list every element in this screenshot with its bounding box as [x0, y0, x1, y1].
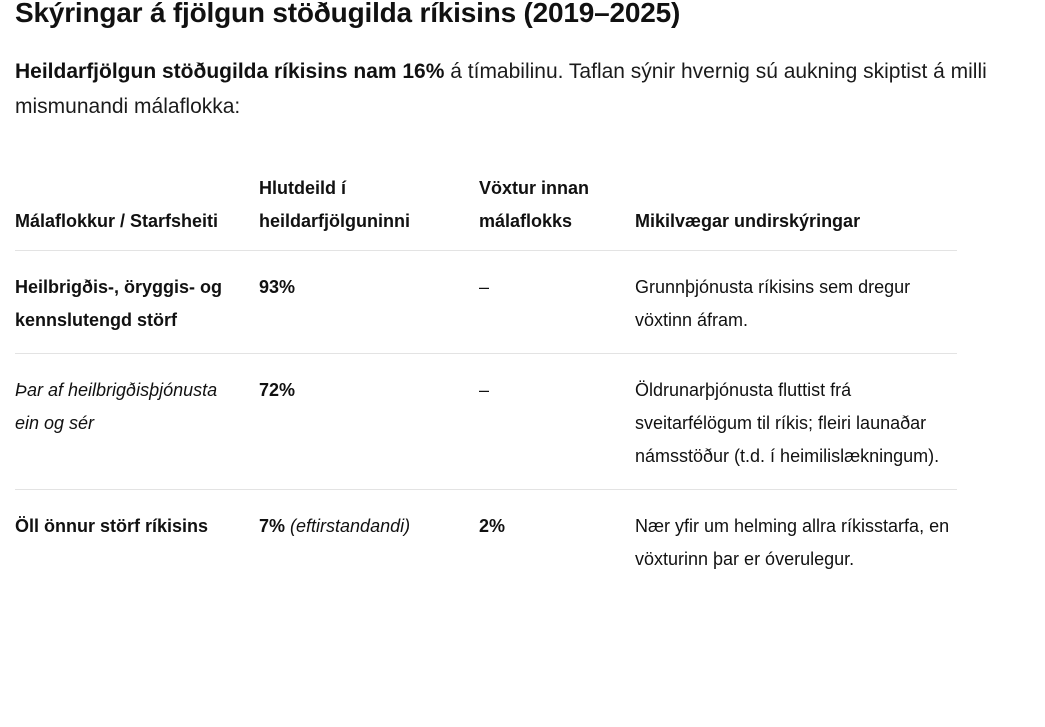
table-row: [15, 490, 957, 593]
cell-growth: [479, 354, 635, 490]
cell-note: Nær yfir um helming allra ríkisstarfa, en vöxturinn þar er óverulegur.: [635, 516, 950, 569]
cell-category: Öll önnur störf ríkisins: [15, 516, 209, 536]
cell-growth: [479, 251, 635, 354]
cell-share: [259, 490, 479, 593]
cell-category: Heilbrigðis-, öryggis- og kennslutengd störf: [15, 251, 259, 354]
intro-bold-text: Heildarfjölgun stöðugilda ríkisins nam 16%: [15, 60, 445, 83]
header-category: Málaflokkur / Starfsheiti: [15, 172, 259, 251]
header-notes: Mikilvægar undirskýringar: [635, 172, 957, 251]
cell-share: [259, 251, 479, 354]
table-header-row: [15, 172, 957, 251]
table-row: [15, 251, 957, 354]
growth-value: –: [479, 277, 490, 297]
page-title: Skýringar á fjölgun stöðugilda ríkisins (2019–2025): [15, 0, 681, 28]
share-note: (eftirstandandi): [290, 516, 411, 536]
cell-share: [259, 354, 479, 490]
cell-growth: [479, 490, 635, 593]
cell-note: Grunnþjónusta ríkisins sem dregur vöxtinn áfram.: [635, 251, 957, 354]
cell-note: Öldrunarþjónusta fluttist frá sveitarfélögum til ríkis; fleiri launaðar námsstöður (t.d. í heimilislækningum).: [635, 354, 957, 490]
share-value: 7%: [259, 516, 286, 536]
breakdown-table: [15, 172, 957, 592]
growth-value: –: [479, 380, 490, 400]
share-value: 72%: [259, 380, 296, 400]
cell-category: Þar af heilbrigðisþjónusta ein og sér: [15, 354, 259, 490]
table-row: [15, 354, 957, 490]
intro-paragraph: [15, 54, 1005, 124]
header-share: Hlutdeild í heildarfjölguninni: [259, 172, 479, 251]
intro-text: á tímabilinu. Taflan sýnir hvernig sú aukning skiptist á milli mismunandi málaflokka:: [15, 60, 987, 118]
share-value: 93%: [259, 277, 296, 297]
growth-value: 2%: [479, 516, 506, 536]
header-growth: Vöxtur innan málaflokks: [479, 172, 635, 251]
